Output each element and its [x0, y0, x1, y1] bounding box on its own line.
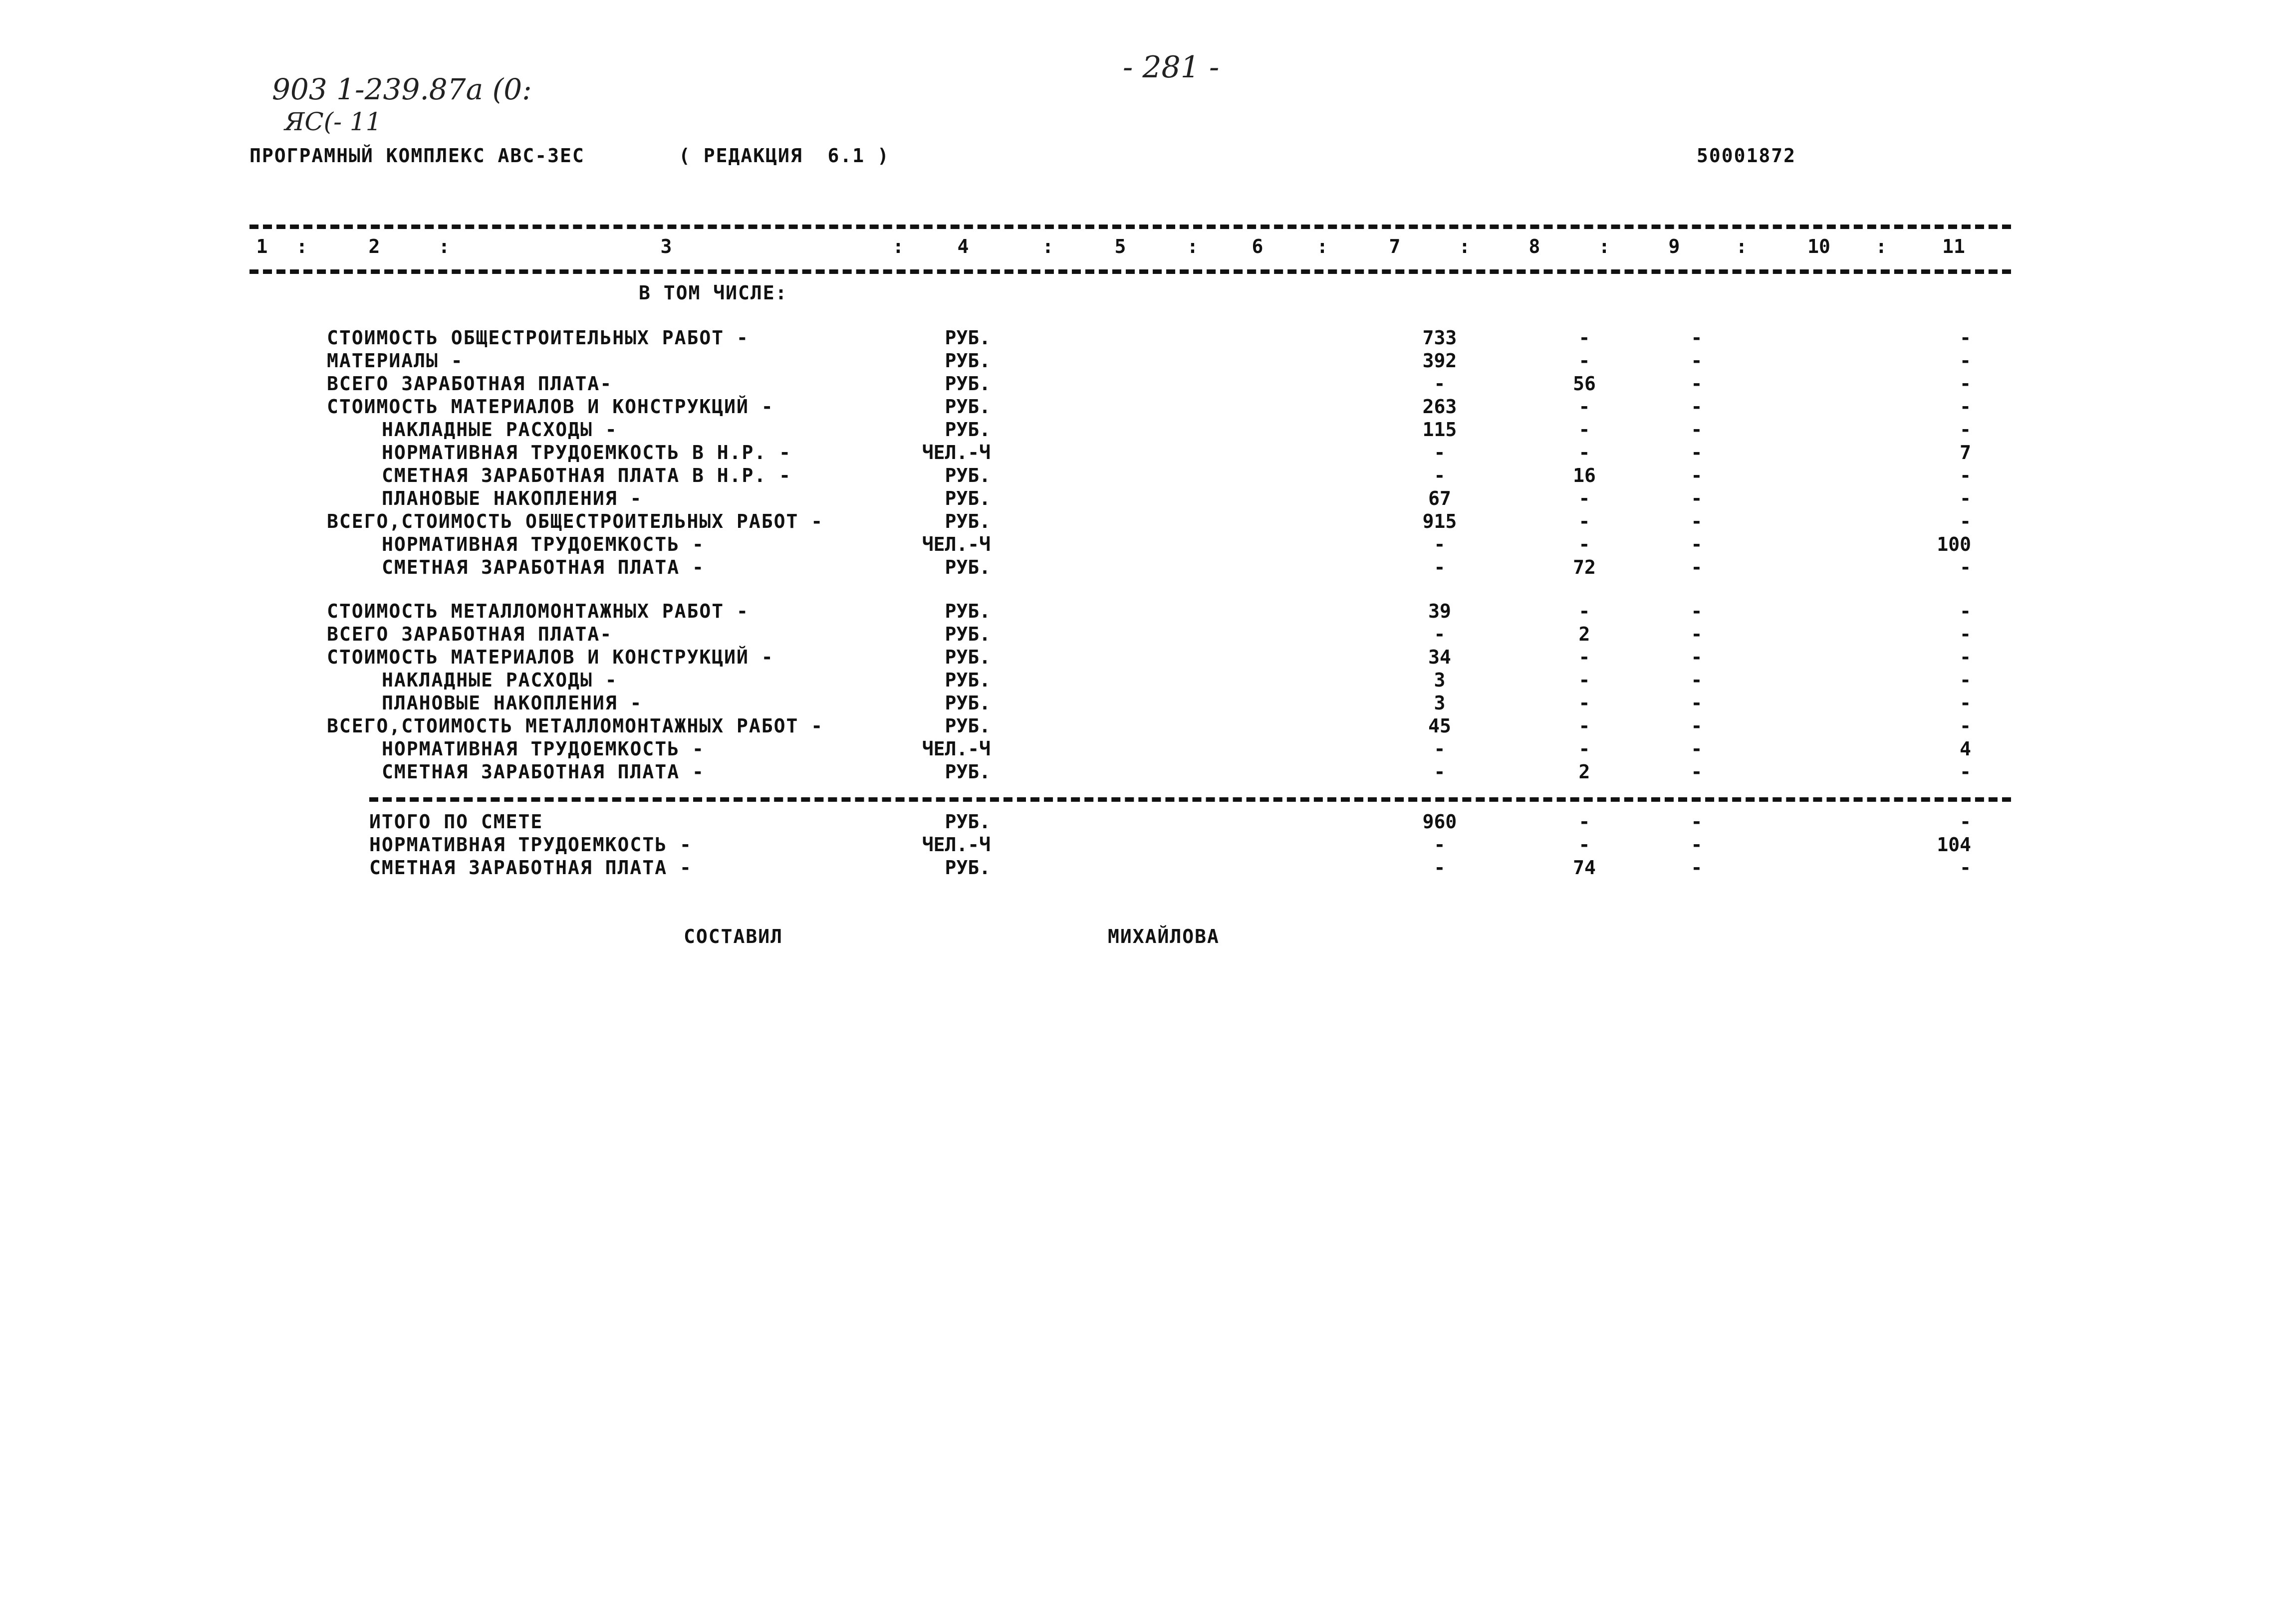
cell-col-7: 45	[1428, 715, 1451, 737]
cell-col-8: -	[1578, 738, 1590, 760]
cell-col-9: -	[1691, 350, 1703, 372]
cell-col-9: -	[1691, 487, 1703, 509]
unit-cell: РУБ.	[945, 396, 991, 418]
row-label: НАКЛАДНЫЕ РАСХОДЫ -	[382, 419, 618, 441]
cell-col-9: -	[1691, 464, 1703, 486]
cell-col-8: 56	[1573, 373, 1596, 395]
handwritten-note-2: ЯС(- 11	[284, 107, 382, 136]
unit-cell: РУБ.	[945, 487, 991, 509]
cell-col-7: -	[1434, 834, 1446, 856]
unit-cell: РУБ.	[945, 419, 991, 441]
column-header-4: 4	[957, 235, 969, 257]
cell-col-7: -	[1434, 761, 1446, 783]
cell-col-9: -	[1691, 834, 1703, 856]
cell-col-11: 104	[1937, 834, 1971, 856]
column-separator: :	[1459, 235, 1471, 257]
column-header-11: 11	[1942, 235, 1965, 257]
cell-col-9: -	[1691, 396, 1703, 418]
cell-col-9: -	[1691, 327, 1703, 349]
cell-col-8: -	[1578, 533, 1590, 555]
row-label: ИТОГО ПО СМЕТЕ	[369, 811, 543, 833]
cell-col-8: -	[1578, 442, 1590, 464]
row-label: СМЕТНАЯ ЗАРАБОТНАЯ ПЛАТА -	[382, 761, 705, 783]
cell-col-11: -	[1960, 419, 1971, 441]
column-separator: :	[1316, 235, 1328, 257]
cell-col-7: -	[1434, 533, 1446, 555]
column-header-9: 9	[1668, 235, 1680, 257]
row-label: МАТЕРИАЛЫ -	[327, 350, 464, 372]
cell-col-11: -	[1960, 623, 1971, 645]
cell-col-11: -	[1960, 857, 1971, 879]
column-header-10: 10	[1807, 235, 1830, 257]
signature-name: МИХАЙЛОВА	[1108, 926, 1220, 947]
cell-col-11: -	[1960, 761, 1971, 783]
cell-col-11: 100	[1937, 533, 1971, 555]
cell-col-11: 4	[1960, 738, 1971, 760]
cell-col-11: -	[1960, 692, 1971, 714]
column-separator: :	[1042, 235, 1054, 257]
document-id: 50001872	[1697, 145, 1796, 167]
cell-col-11: -	[1960, 487, 1971, 509]
unit-cell: РУБ.	[945, 857, 991, 879]
column-separator: :	[1875, 235, 1887, 257]
cell-col-11: -	[1960, 669, 1971, 691]
row-label: СТОИМОСТЬ МАТЕРИАЛОВ И КОНСТРУКЦИЙ -	[327, 646, 774, 668]
handwritten-note-1: 903 1-239.87а (0:	[272, 72, 532, 106]
cell-col-9: -	[1691, 715, 1703, 737]
edition-label: ( РЕДАКЦИЯ 6.1 )	[679, 145, 890, 167]
unit-cell: РУБ.	[945, 811, 991, 833]
cell-col-7: -	[1434, 464, 1446, 486]
cell-col-9: -	[1691, 556, 1703, 578]
unit-cell: ЧЕЛ.-Ч	[922, 738, 991, 760]
cell-col-7: -	[1434, 373, 1446, 395]
row-label: ВСЕГО ЗАРАБОТНАЯ ПЛАТА-	[327, 373, 613, 395]
cell-col-9: -	[1691, 692, 1703, 714]
totals-rule	[369, 797, 2011, 802]
unit-cell: ЧЕЛ.-Ч	[922, 442, 991, 464]
row-label: СМЕТНАЯ ЗАРАБОТНАЯ ПЛАТА В Н.Р. -	[382, 464, 791, 486]
cell-col-9: -	[1691, 738, 1703, 760]
cell-col-7: 67	[1428, 487, 1451, 509]
unit-cell: РУБ.	[945, 669, 991, 691]
unit-cell: РУБ.	[945, 373, 991, 395]
row-label: НОРМАТИВНАЯ ТРУДОЕМКОСТЬ -	[382, 738, 705, 760]
cell-col-7: 263	[1422, 396, 1457, 418]
row-label: НАКЛАДНЫЕ РАСХОДЫ -	[382, 669, 618, 691]
cell-col-7: 34	[1428, 646, 1451, 668]
cell-col-8: 16	[1573, 464, 1596, 486]
cell-col-7: -	[1434, 738, 1446, 760]
cell-col-9: -	[1691, 857, 1703, 879]
unit-cell: РУБ.	[945, 646, 991, 668]
cell-col-9: -	[1691, 669, 1703, 691]
cell-col-7: -	[1434, 442, 1446, 464]
cell-col-7: 3	[1434, 669, 1446, 691]
row-label: СМЕТНАЯ ЗАРАБОТНАЯ ПЛАТА -	[369, 857, 692, 879]
cell-col-8: -	[1578, 811, 1590, 833]
cell-col-9: -	[1691, 600, 1703, 622]
cell-col-8: 2	[1578, 761, 1590, 783]
cell-col-8: -	[1578, 669, 1590, 691]
cell-col-11: -	[1960, 600, 1971, 622]
unit-cell: РУБ.	[945, 556, 991, 578]
cell-col-11: -	[1960, 464, 1971, 486]
row-label: СТОИМОСТЬ МАТЕРИАЛОВ И КОНСТРУКЦИЙ -	[327, 396, 774, 418]
row-label: ПЛАНОВЫЕ НАКОПЛЕНИЯ -	[382, 487, 643, 509]
column-header-6: 6	[1252, 235, 1263, 257]
row-label: СМЕТНАЯ ЗАРАБОТНАЯ ПЛАТА -	[382, 556, 705, 578]
cell-col-8: -	[1578, 419, 1590, 441]
cell-col-8: -	[1578, 487, 1590, 509]
row-label: ВСЕГО ЗАРАБОТНАЯ ПЛАТА-	[327, 623, 613, 645]
row-label: НОРМАТИВНАЯ ТРУДОЕМКОСТЬ В Н.Р. -	[382, 442, 791, 464]
cell-col-8: -	[1578, 692, 1590, 714]
unit-cell: РУБ.	[945, 761, 991, 783]
cell-col-9: -	[1691, 761, 1703, 783]
cell-col-9: -	[1691, 373, 1703, 395]
cell-col-7: 3	[1434, 692, 1446, 714]
unit-cell: РУБ.	[945, 350, 991, 372]
page-number: - 281 -	[1123, 50, 1220, 85]
cell-col-9: -	[1691, 510, 1703, 532]
cell-col-8: -	[1578, 834, 1590, 856]
cell-col-8: -	[1578, 327, 1590, 349]
column-header-5: 5	[1114, 235, 1126, 257]
cell-col-8: 2	[1578, 623, 1590, 645]
cell-col-7: 960	[1422, 811, 1457, 833]
column-header-7: 7	[1389, 235, 1401, 257]
cell-col-7: 733	[1422, 327, 1457, 349]
row-label: СТОИМОСТЬ МЕТАЛЛОМОНТАЖНЫХ РАБОТ -	[327, 600, 749, 622]
cell-col-8: -	[1578, 396, 1590, 418]
program-title: ПРОГРАМНЫЙ КОМПЛЕКС АВС-3ЕС	[250, 145, 585, 167]
cell-col-9: -	[1691, 442, 1703, 464]
row-label: НОРМАТИВНАЯ ТРУДОЕМКОСТЬ -	[369, 834, 692, 856]
cell-col-8: -	[1578, 510, 1590, 532]
cell-col-8: -	[1578, 350, 1590, 372]
cell-col-8: -	[1578, 715, 1590, 737]
row-label: ВСЕГО,СТОИМОСТЬ МЕТАЛЛОМОНТАЖНЫХ РАБОТ -	[327, 715, 824, 737]
unit-cell: РУБ.	[945, 464, 991, 486]
signature-label: СОСТАВИЛ	[684, 926, 783, 947]
column-separator: :	[1736, 235, 1748, 257]
cell-col-7: 115	[1422, 419, 1457, 441]
cell-col-11: -	[1960, 350, 1971, 372]
row-label: НОРМАТИВНАЯ ТРУДОЕМКОСТЬ -	[382, 533, 705, 555]
unit-cell: РУБ.	[945, 327, 991, 349]
cell-col-9: -	[1691, 623, 1703, 645]
cell-col-8: -	[1578, 646, 1590, 668]
column-separator: :	[296, 235, 308, 257]
cell-col-8: 72	[1573, 556, 1596, 578]
row-label: СТОИМОСТЬ ОБЩЕСТРОИТЕЛЬНЫХ РАБОТ -	[327, 327, 749, 349]
unit-cell: РУБ.	[945, 600, 991, 622]
unit-cell: РУБ.	[945, 623, 991, 645]
cell-col-7: 392	[1422, 350, 1457, 372]
cell-col-9: -	[1691, 533, 1703, 555]
cell-col-11: -	[1960, 715, 1971, 737]
table-top-rule	[250, 225, 2011, 229]
cell-col-8: 74	[1573, 857, 1596, 879]
cell-col-9: -	[1691, 646, 1703, 668]
cell-col-7: -	[1434, 556, 1446, 578]
cell-col-7: 915	[1422, 510, 1457, 532]
cell-col-7: 39	[1428, 600, 1451, 622]
section-title: В ТОМ ЧИСЛЕ:	[639, 282, 788, 304]
cell-col-9: -	[1691, 811, 1703, 833]
column-separator: :	[1598, 235, 1610, 257]
column-separator: :	[892, 235, 904, 257]
cell-col-11: -	[1960, 373, 1971, 395]
column-separator: :	[1187, 235, 1199, 257]
cell-col-11: -	[1960, 811, 1971, 833]
cell-col-11: -	[1960, 510, 1971, 532]
unit-cell: ЧЕЛ.-Ч	[922, 533, 991, 555]
column-header-1: 1	[256, 235, 268, 257]
cell-col-11: -	[1960, 327, 1971, 349]
cell-col-11: -	[1960, 556, 1971, 578]
column-header-3: 3	[660, 235, 672, 257]
column-header-2: 2	[368, 235, 380, 257]
unit-cell: РУБ.	[945, 715, 991, 737]
cell-col-11: -	[1960, 396, 1971, 418]
unit-cell: ЧЕЛ.-Ч	[922, 834, 991, 856]
cell-col-11: 7	[1960, 442, 1971, 464]
unit-cell: РУБ.	[945, 510, 991, 532]
row-label: ПЛАНОВЫЕ НАКОПЛЕНИЯ -	[382, 692, 643, 714]
cell-col-9: -	[1691, 419, 1703, 441]
cell-col-7: -	[1434, 857, 1446, 879]
cell-col-11: -	[1960, 646, 1971, 668]
row-label: ВСЕГО,СТОИМОСТЬ ОБЩЕСТРОИТЕЛЬНЫХ РАБОТ -	[327, 510, 824, 532]
table-header-rule	[250, 269, 2011, 274]
cell-col-8: -	[1578, 600, 1590, 622]
unit-cell: РУБ.	[945, 692, 991, 714]
cell-col-7: -	[1434, 623, 1446, 645]
column-header-8: 8	[1528, 235, 1540, 257]
column-separator: :	[438, 235, 450, 257]
